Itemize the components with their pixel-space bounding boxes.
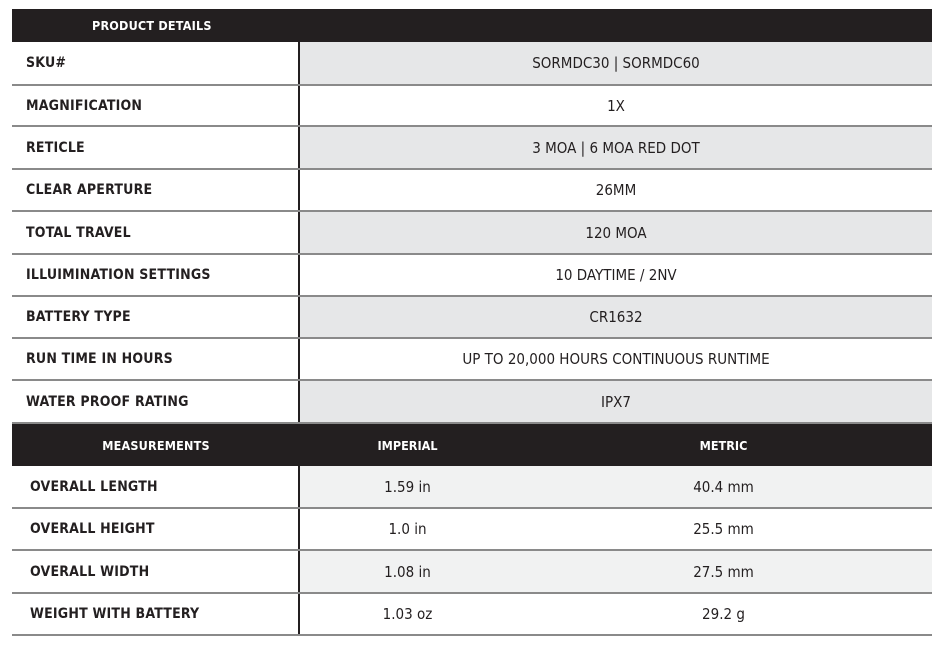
detail-value: SORMDC30 | SORMDC60: [300, 42, 932, 84]
product-details-header: [12, 9, 932, 42]
detail-row: [12, 86, 932, 127]
metric-value: 27.5 mm: [515, 551, 932, 592]
measurements-header: [12, 424, 932, 466]
detail-row: [12, 381, 932, 424]
detail-label: RUN TIME IN HOURS: [12, 339, 300, 379]
measurement-label: OVERALL LENGTH: [12, 466, 300, 507]
measurement-label: OVERALL WIDTH: [12, 551, 300, 592]
measurement-row: [12, 594, 932, 636]
detail-value: 10 DAYTIME / 2NV: [555, 266, 677, 284]
detail-label: TOTAL TRAVEL: [12, 212, 300, 253]
detail-row: [12, 339, 932, 381]
measurement-label: WEIGHT WITH BATTERY: [12, 594, 300, 634]
detail-label: BATTERY TYPE: [12, 297, 300, 337]
detail-row: [12, 212, 932, 255]
detail-value: 26MM: [595, 181, 637, 199]
detail-label: MAGNIFICATION: [12, 86, 300, 125]
detail-label: ILLUIMINATION SETTINGS: [12, 255, 300, 295]
product-details-title: PRODUCT DETAILS: [92, 18, 212, 33]
imperial-value: 1.0 in: [388, 520, 427, 538]
detail-label: SKU#: [12, 42, 300, 84]
measurements-title: MEASUREMENTS: [102, 437, 210, 453]
detail-row: [12, 170, 932, 212]
detail-row: [12, 255, 932, 297]
measurement-label: OVERALL HEIGHT: [12, 509, 300, 549]
imperial-value: 1.59 in: [300, 466, 515, 507]
detail-row: [12, 127, 932, 170]
measurement-row: [12, 509, 932, 551]
detail-value: 3 MOA | 6 MOA RED DOT: [300, 127, 932, 168]
metric-value: 25.5 mm: [693, 520, 754, 538]
measurement-row: [12, 466, 932, 509]
metric-value: 40.4 mm: [515, 466, 932, 507]
metric-header: METRIC: [699, 437, 748, 453]
imperial-value: 1.03 oz: [382, 605, 433, 623]
detail-label: RETICLE: [12, 127, 300, 168]
detail-value: 120 MOA: [300, 212, 932, 253]
measurement-row: [12, 551, 932, 594]
detail-value: IPX7: [300, 381, 932, 422]
detail-label: CLEAR APERTURE: [12, 170, 300, 210]
imperial-header: IMPERIAL: [377, 437, 438, 453]
detail-label: WATER PROOF RATING: [12, 381, 300, 422]
detail-value: CR1632: [300, 297, 932, 337]
detail-value: UP TO 20,000 HOURS CONTINUOUS RUNTIME: [462, 350, 770, 368]
metric-value: 29.2 g: [702, 605, 745, 623]
detail-value: 1X: [607, 96, 625, 115]
detail-row: [12, 297, 932, 339]
detail-row: [12, 42, 932, 86]
imperial-value: 1.08 in: [300, 551, 515, 592]
